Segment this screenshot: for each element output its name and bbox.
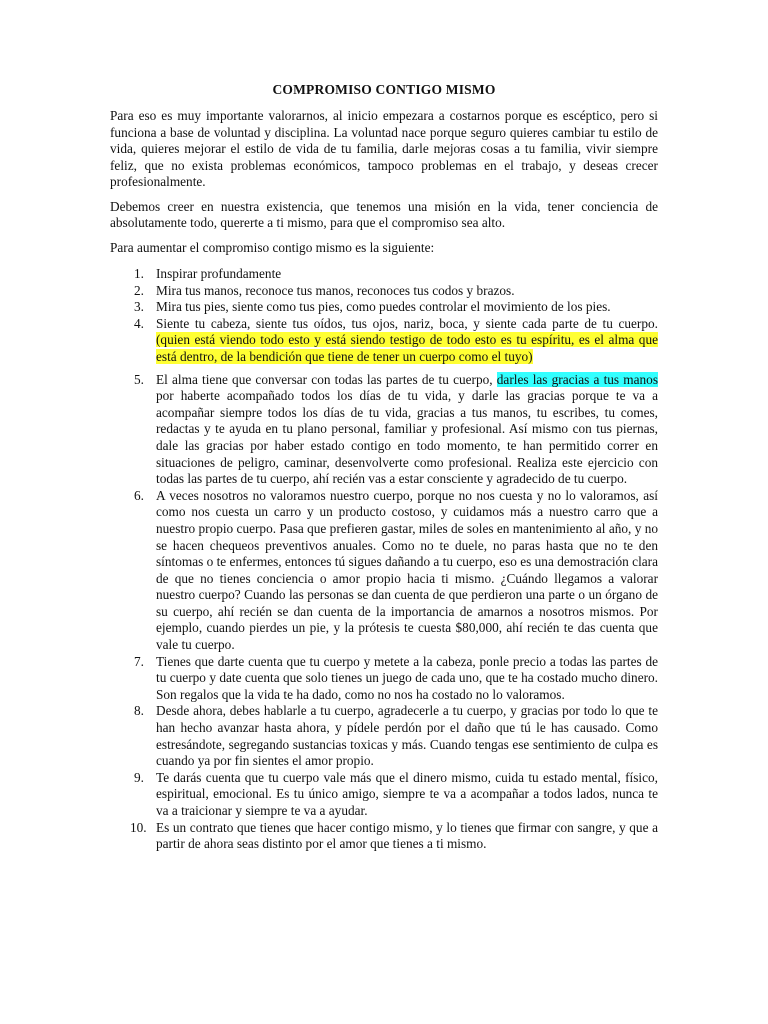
list-item bbox=[110, 770, 658, 820]
list-text-pre: El alma tiene que conversar con todas las partes de tu cuerpo, bbox=[156, 371, 497, 387]
list-number: 1. bbox=[134, 266, 144, 281]
list-text: Es un contrato que tienes que hacer contigo mismo, y lo tienes que firmar con sangre, y que a partir de ahora seas distinto por el amor que tienes a ti mismo. bbox=[156, 819, 658, 852]
list-item bbox=[110, 283, 658, 300]
list-item bbox=[110, 316, 658, 366]
list-number: 5. bbox=[134, 371, 144, 387]
list-item bbox=[110, 703, 658, 769]
intro-paragraph-3: Para aumentar el compromiso contigo mismo es la siguiente: bbox=[110, 239, 435, 255]
document-title: COMPROMISO CONTIGO MISMO bbox=[272, 82, 496, 97]
list-number: 7. bbox=[134, 653, 144, 669]
list-item bbox=[110, 488, 658, 654]
list-number: 10. bbox=[130, 819, 147, 835]
highlighted-text: (quien está viendo todo esto y está siendo testigo de todo esto es tu espíritu, es el alma que está dentro, de la bendición que tiene de tener un cuerpo como el tuyo) bbox=[156, 332, 658, 364]
list-text: Mira tus pies, siente como tus pies, como puedes controlar el movimiento de los pies. bbox=[156, 299, 611, 315]
list-number: 2. bbox=[134, 282, 144, 298]
list-item bbox=[110, 372, 658, 488]
list-text: Desde ahora, debes hablarle a tu cuerpo, agradecerle a tu cuerpo, y gracias por todo lo que te han hecho avanzar hasta ahora, y pídele perdón por el daño que tú le has causado. Como estresándote, segregando sustancias toxicas y más. Cuando tengas ese sentimiento de culpa es cuando ya por fin sientes el amor propio. bbox=[156, 703, 658, 769]
list-text: Siente tu cabeza, siente tus oídos, tus ojos, nariz, boca, y siente cada parte de tu cuerpo. bbox=[156, 315, 658, 331]
list-item bbox=[110, 820, 658, 853]
highlighted-text: darles las gracias a tus manos bbox=[496, 371, 658, 387]
list-text: Inspirar profundamente bbox=[156, 266, 282, 281]
list-number: 4. bbox=[134, 315, 144, 331]
list-number: 8. bbox=[134, 703, 144, 719]
steps-list bbox=[110, 266, 658, 853]
intro-paragraph-1: Para eso es muy importante valorarnos, al inicio empezara a costarnos porque es escéptico, pero si funciona a base de voluntad y disciplina. La voluntad nace porque seguro quieres cambiar tu estilo de vida, quieres mejorar el estilo de vida de tu familia, darle mejoras cosas a tu familia, vivir siempre feliz, que no exista problemas económicos, tampoco problemas en el trabajo, y deseas crecer profesionalmente. bbox=[110, 108, 658, 189]
list-number: 6. bbox=[134, 487, 144, 503]
list-text: A veces nosotros no valoramos nuestro cuerpo, porque no nos cuesta y no lo valoramos, así como nos cuesta un carro y un producto costoso, y cuidamos más a nuestro carro que a nuestro propio cuerpo. Pasa que prefieren gastar, miles de soles en mantenimiento al año, y no se hacen chequeos preventivos anuales. Como no te duele, no paras hasta que no te den síntomas o te enfermes, entonces tú sigues dañando a tu cuerpo, eso es una demostración clara de que no tienes conciencia o amor propio hacia ti mismo. ¿Cuándo llegamos a valorar nuestro cuerpo? Cuando las personas se dan cuenta de que perdieron una parte o un órgano de su cuerpo, ahí recién se dan cuenta de la importancia de amarnos a nosotros mismos. Por ejemplo, cuando pierdes un pie, y la prótesis te cuesta $80,000, ahí recién te das cuenta que vale tu cuerpo. bbox=[156, 487, 658, 653]
list-number: 3. bbox=[134, 299, 144, 315]
intro-paragraph-2: Debemos creer en nuestra existencia, que tenemos una misión en la vida, tener conciencia de absolutamente todo, quererte a ti mismo, para que el compromiso sea alto. bbox=[110, 198, 658, 230]
list-text: Mira tus manos, reconoce tus manos, reconoces tus codos y brazos. bbox=[156, 282, 515, 298]
list-item bbox=[110, 654, 658, 704]
list-text: por haberte acompañado todos los días de tu vida, y darle las gracias porque te va a acompañar siempre todos los días de tu vida, gracias a tus manos, tu escribes, tu comes, redactas y te ayuda en tu plano personal, familiar y profesional. Así mismo con tus piernas, dale las gracias por haber estado contigo en todo momento, te han permitido correr en situaciones de peligro, caminar, desenvolverte como profesional. Realiza este ejercicio con todas las partes de tu cuerpo, ahí recién vas a estar consciente y agradecido de tu cuerpo. bbox=[156, 388, 658, 487]
list-number: 9. bbox=[134, 769, 144, 785]
list-text: Tienes que darte cuenta que tu cuerpo y metete a la cabeza, ponle precio a todas las partes de tu cuerpo y date cuenta que solo tienes un juego de cada uno, que te ha costado mucho dinero. Son regalos que la vida te ha dado, como no nos ha costado no lo valoramos. bbox=[156, 653, 658, 702]
list-item bbox=[110, 266, 658, 283]
list-item bbox=[110, 299, 658, 316]
list-text: Te darás cuenta que tu cuerpo vale más que el dinero mismo, cuida tu estado mental, físico, espiritual, emocional. Es tu único amigo, siempre te va a acompañar a todos lados, nunca te va a traicionar y siempre te va a ayudar. bbox=[156, 769, 658, 818]
